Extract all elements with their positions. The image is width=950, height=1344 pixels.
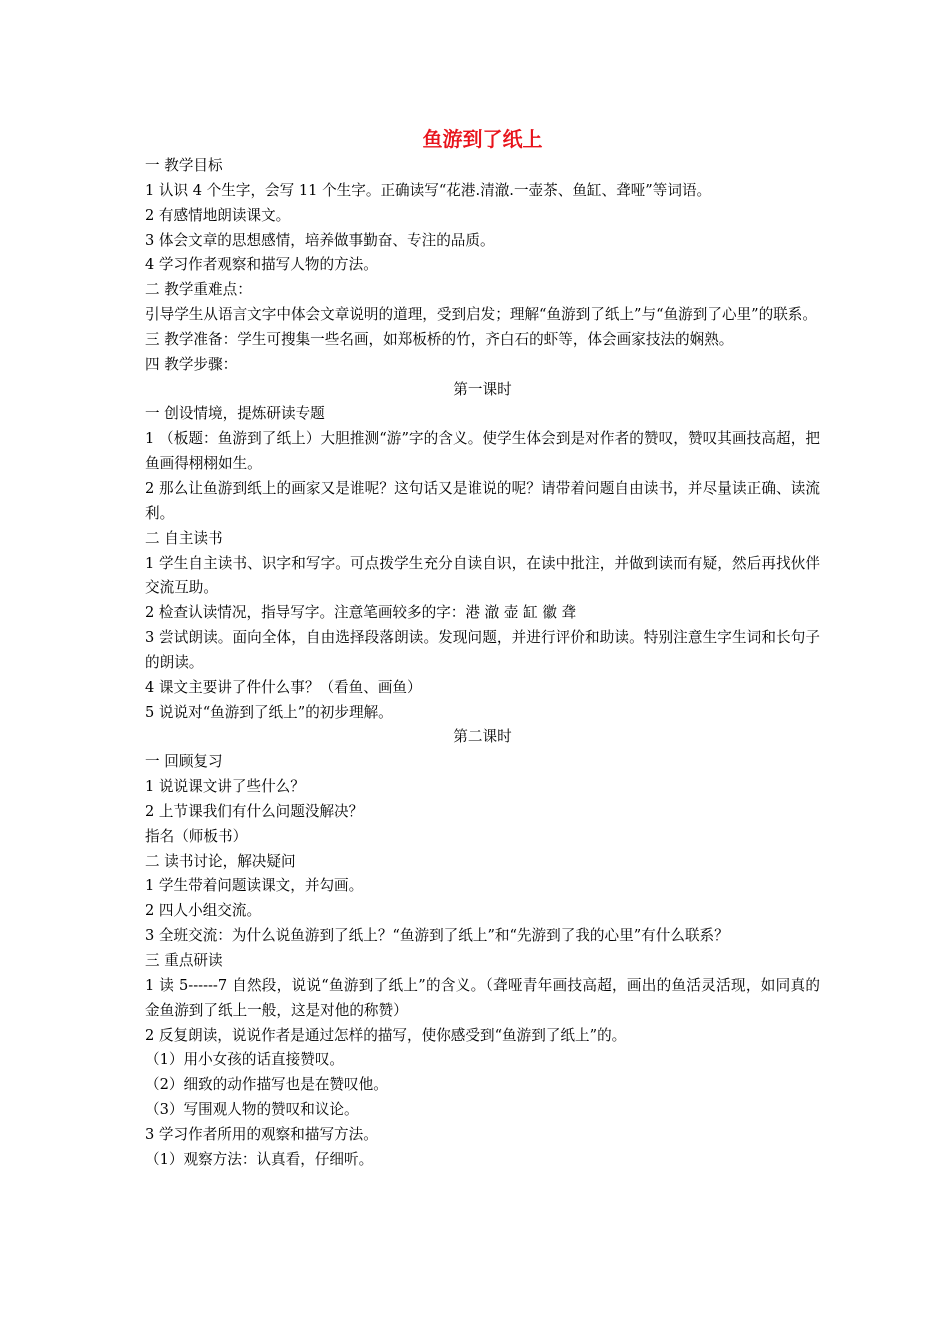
text-line: （1）观察方法：认真看，仔细听。 — [145, 1150, 374, 1168]
paragraph: 1 （板题：鱼游到了纸上）大胆推测“游”字的含义。使学生体会到是对作者的赞叹，赞叹其画技高超，把鱼画得栩栩如生。 — [145, 430, 820, 473]
paragraph: 1 学生自主读书、识字和写字。可点拨学生充分自读自识，在读中批注，并做到读而有疑，然后再找伙伴交流互助。 — [145, 554, 820, 597]
text-line: 2 检查认读情况，指导写字。注意笔画较多的字：港 澈 壶 缸 徽 聋 — [145, 604, 577, 622]
text-line: 一 创设情境，提炼研读专题 — [145, 405, 325, 423]
text-line: 3 体会文章的思想感情，培养做事勤奋、专注的品质。 — [145, 231, 495, 249]
paragraph: 2 那么让鱼游到纸上的画家又是谁呢？这句话又是谁说的呢？请带着问题自由读书，并尽量读正确、读流利。 — [145, 479, 820, 522]
text-line: 二 自主读书 — [145, 529, 223, 547]
text-line: 三 教学准备：学生可搜集一些名画，如郑板桥的竹，齐白石的虾等，体会画家技法的娴熟。 — [145, 330, 734, 348]
text-line: 2 四人小组交流。 — [145, 902, 262, 920]
text-line: 2 有感情地朗读课文。 — [145, 206, 291, 224]
text-line: 4 课文主要讲了件什么事？（看鱼、画鱼） — [145, 678, 422, 696]
text-line: 四 教学步骤： — [145, 355, 238, 373]
text-line: 指名（师板书） — [145, 827, 248, 845]
document-page — [145, 124, 820, 1173]
text-line: 一 教学目标 — [145, 157, 223, 174]
text-line: 二 读书讨论，解决疑问 — [145, 852, 296, 870]
paragraph: 3 全班交流：为什么说鱼游到了纸上？“鱼游到了纸上”和“先游到了我的心里”有什么联系？ — [145, 927, 729, 945]
document-title: 鱼游到了纸上 — [422, 127, 543, 151]
text-line: 3 学习作者所用的观察和描写方法。 — [145, 1125, 378, 1143]
text-line: （1）用小女孩的话直接赞叹。 — [145, 1051, 345, 1069]
document-body — [145, 154, 820, 1173]
text-line: （3）写围观人物的赞叹和议论。 — [145, 1101, 359, 1119]
paragraph: 1 读 5------7 自然段，说说“鱼游到了纸上”的含义。（聋哑青年画技高超，画出的鱼活灵活现，如同真的金鱼游到了纸上一般，这是对他的称赞） — [145, 976, 820, 1019]
text-line: 1 认识 4 个生字，会写 11 个生字。正确读写“花港.清澈.一壶茶、鱼缸、聋哑”等词语。 — [145, 181, 712, 199]
paragraph: 引导学生从语言文字中体会文章说明的道理，受到启发；理解“鱼游到了纸上”与“鱼游到了心里”的联系。 — [145, 306, 817, 324]
paragraph: 3 尝试朗读。面向全体，自由选择段落朗读。发现问题，并进行评价和助读。特别注意生字生词和长句子的朗读。 — [145, 629, 820, 671]
section-heading: 第二课时 — [453, 728, 512, 746]
text-line: 2 反复朗读，说说作者是通过怎样的描写，使你感受到“鱼游到了纸上”的。 — [145, 1026, 627, 1044]
text-line: （2）细致的动作描写也是在赞叹他。 — [145, 1076, 388, 1094]
text-line: 二 教学重难点： — [145, 281, 252, 299]
section-heading: 第一课时 — [453, 380, 512, 398]
text-line: 5 说说对“鱼游到了纸上”的初步理解。 — [145, 703, 393, 721]
text-line: 三 重点研读 — [145, 952, 223, 969]
text-line: 一 回顾复习 — [145, 753, 223, 771]
text-line: 4 学习作者观察和描写人物的方法。 — [145, 256, 378, 274]
text-line: 1 学生带着问题读课文，并勾画。 — [145, 877, 364, 895]
text-line: 1 说说课文讲了些什么？ — [145, 778, 305, 796]
text-line: 2 上节课我们有什么问题没解决？ — [145, 802, 364, 820]
